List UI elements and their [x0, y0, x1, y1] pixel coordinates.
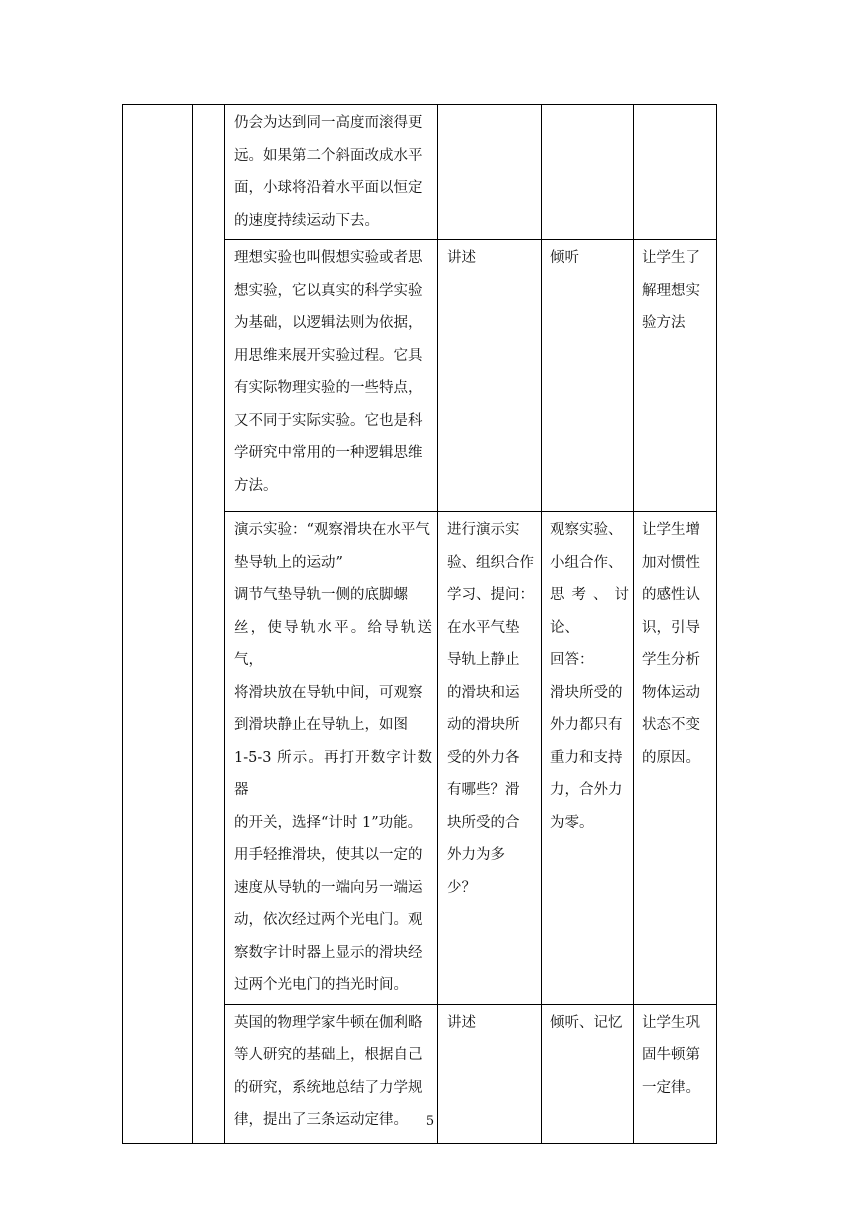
design-purpose-cell: [634, 512, 717, 1005]
student-activity-cell: [542, 512, 634, 1005]
lesson-plan-table: [122, 104, 717, 1144]
teacher-activity-cell: [438, 512, 542, 1005]
content-text: 演示实验：“观察滑块在水平气 垫导轨上的运动” 调节气垫导轨一侧的底脚螺 丝，使导轨水平。给导轨送气， 将滑块放在导轨中间，可观察 到滑块静止在导轨上，如图 1-5-3 所示。再打开数字计数器 的开关，选择“计时 1”功能。 用手轻推滑块，使其以一定的 速度从导轨的一端向另一端运 动，依次经过两个光电门。观 察数字计时器上显示的滑块经 过两个光电门的挡光时间。: [234, 522, 432, 993]
stage-column-cell: [123, 105, 193, 1144]
teacher-activity-text: 讲述: [447, 250, 476, 266]
student-activity-text: 观察实验、 小组合作、 思考、讨论、 回答： 滑块所受的 外力都只有 重力和支持 力，合外力 为零。: [550, 522, 629, 831]
content-text: 仍会为达到同一高度而滚得更 远。如果第二个斜面改成水平 面，小球将沿着水平面以恒定 的速度持续运动下去。: [234, 115, 423, 229]
teacher-activity-text: [438, 105, 541, 109]
design-purpose-text: 让学生了 解理想实 验方法: [642, 250, 700, 331]
student-activity-text: 倾听: [550, 250, 579, 266]
section-column-cell: [193, 105, 225, 1144]
teacher-activity-cell: [438, 240, 542, 512]
teacher-activity-text: 讲述: [447, 1014, 476, 1031]
design-purpose-text: [634, 105, 716, 109]
student-activity-text: 倾听、记忆: [550, 1014, 623, 1031]
content-text: 英国的物理学家牛顿在伽利略 等人研究的基础上，根据自己 的研究，系统地总结了力学规 律，提出了三条运动定律。: [234, 1014, 423, 1128]
design-purpose-text: 让学生增 加对惯性 的感性认 识，引导 学生分析 物体运动 状态不变 的原因。: [642, 522, 700, 766]
content-cell: [225, 512, 438, 1005]
teacher-activity-text: 进行演示实 验、组织合作 学习、提问： 在水平气垫 导轨上静止 的滑块和运 动的滑块所 受的外力各 有哪些？滑 块所受的合 外力为多 少？: [447, 522, 534, 896]
content-cell: [225, 105, 438, 240]
student-activity-text: [542, 105, 633, 109]
teacher-activity-cell: [438, 105, 542, 240]
design-purpose-cell: [634, 105, 717, 240]
content-cell: [225, 240, 438, 512]
student-activity-cell: [542, 240, 634, 512]
design-purpose-cell: [634, 240, 717, 512]
content-text: 理想实验也叫假想实验或者思 想实验，它以真实的科学实验 为基础，以逻辑法则为依据， 用思维来展开实验过程。它具 有实际物理实验的一些特点， 又不同于实际实验。它也是科 学研究中常用的一种逻辑思维 方法。: [234, 250, 423, 494]
table-row: [123, 105, 717, 240]
design-purpose-text: 让学生巩 固牛顿第 一定律。: [642, 1014, 700, 1096]
page-number: 5: [425, 1114, 435, 1129]
student-activity-cell: [542, 105, 634, 240]
